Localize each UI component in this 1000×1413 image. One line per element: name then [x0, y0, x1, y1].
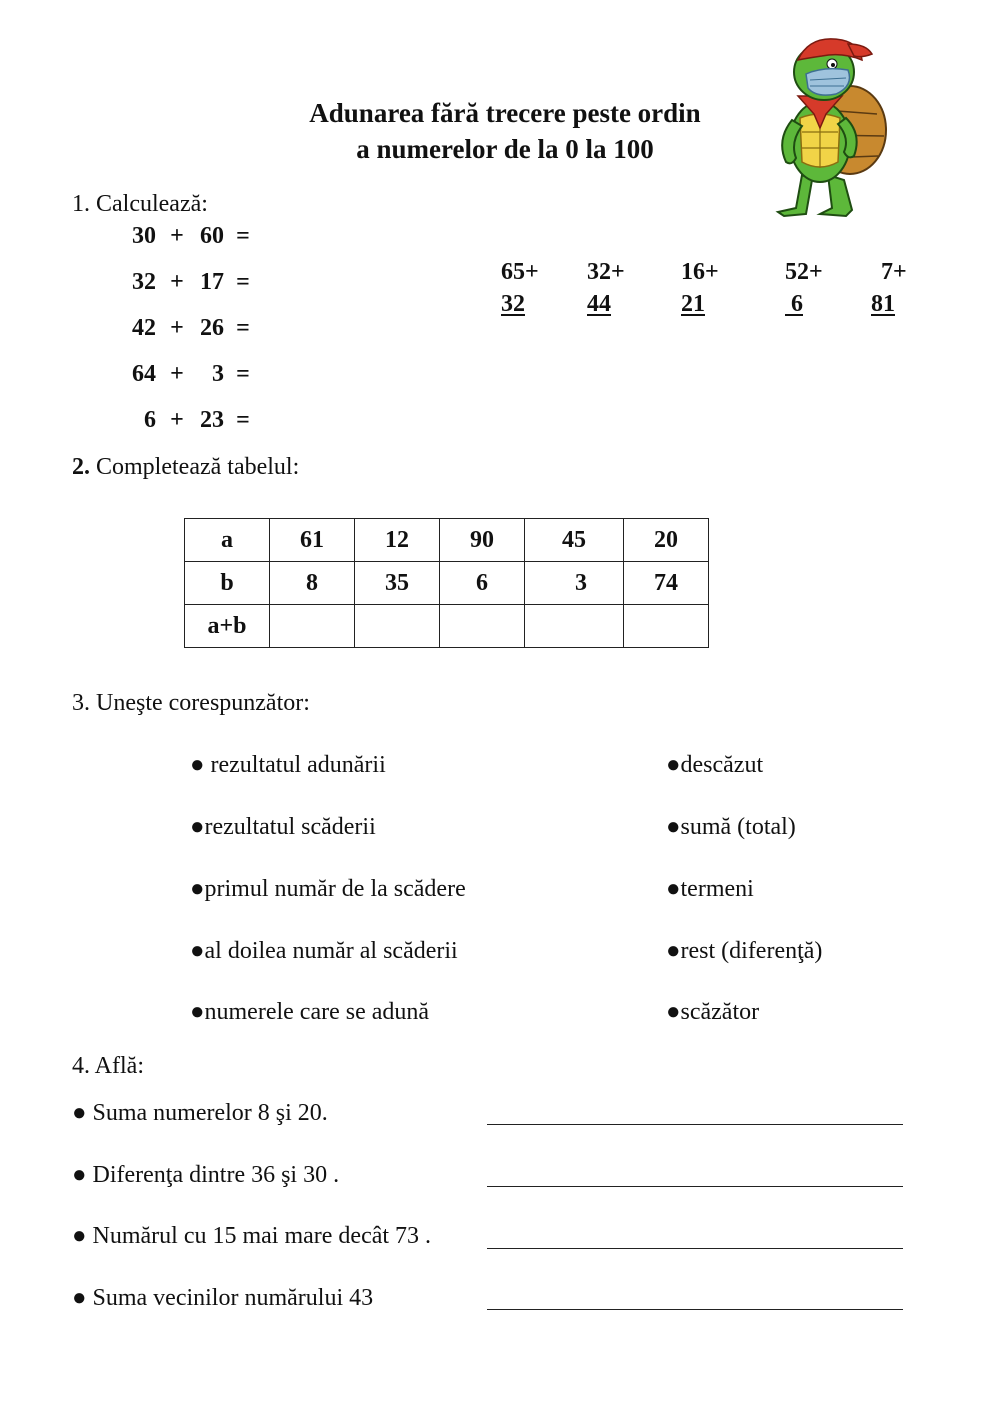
row-label: a+b — [185, 605, 270, 648]
ex4-heading: 4. Află: — [72, 1053, 144, 1079]
sum-row: 32 + 17 = — [132, 269, 250, 295]
match-left-item[interactable]: ● al doilea număr al scăderii — [190, 936, 458, 966]
column-addition — [587, 256, 625, 320]
answer-cell[interactable] — [624, 605, 709, 648]
match-left-item[interactable]: ● primul număr de la scădere — [190, 874, 466, 904]
turtle-illustration — [762, 30, 892, 220]
addend-bottom: 44 — [587, 291, 611, 317]
table-row — [185, 562, 709, 605]
sum-row: 30 + 60 = — [132, 223, 250, 249]
match-right-item[interactable]: ● descăzut — [666, 750, 763, 780]
title-line-1: Adunarea fără trecere peste ordin — [309, 98, 701, 128]
addend-bottom: 21 — [681, 291, 705, 317]
table-row — [185, 519, 709, 562]
table-cell: 20 — [624, 519, 709, 562]
addend-top: 65+ — [501, 259, 539, 285]
addend-bottom: 32 — [501, 291, 525, 317]
addend-bottom: 81 — [871, 291, 895, 317]
table-cell: 90 — [440, 519, 525, 562]
question-item: ● Diferenţa dintre 36 şi 30 . — [72, 1160, 339, 1190]
match-left-item[interactable]: ● numerele care se adună — [190, 997, 429, 1027]
column-addition — [871, 256, 907, 320]
answer-line[interactable] — [487, 1186, 903, 1187]
answer-line[interactable] — [487, 1309, 903, 1310]
title-line-2: a numerelor de la 0 la 100 — [356, 134, 654, 164]
question-item: ● Suma vecinilor numărului 43 — [72, 1283, 373, 1313]
answer-cell[interactable] — [355, 605, 440, 648]
table-cell: 74 — [624, 562, 709, 605]
match-right-item[interactable]: ● rest (diferenţă) — [666, 936, 822, 966]
ex3-heading: 3. Uneşte corespunzător: — [72, 690, 310, 716]
question-item: ● Numărul cu 15 mai mare decât 73 . — [72, 1221, 431, 1251]
addend-top: 7+ — [881, 259, 907, 285]
match-right-item[interactable]: ● scăzător — [666, 997, 759, 1027]
sum-row: 64 + 3 = — [132, 361, 250, 387]
row-label: a — [185, 519, 270, 562]
table-cell: 61 — [270, 519, 355, 562]
ex2-heading-text: Completează tabelul: — [96, 454, 300, 480]
column-addition — [501, 256, 539, 320]
ex2-number: 2. — [72, 454, 90, 480]
addend-bottom: 6 — [785, 291, 803, 317]
table-cell: 12 — [355, 519, 440, 562]
ex2-heading — [72, 452, 299, 482]
match-right-item[interactable]: ● sumă (total) — [666, 812, 796, 842]
table-cell: 45 — [525, 519, 624, 562]
addend-top: 52+ — [785, 259, 823, 285]
sum-row: 6 + 23 = — [144, 407, 250, 433]
addition-table — [184, 518, 709, 648]
answer-cell[interactable] — [440, 605, 525, 648]
table-cell: 8 — [270, 562, 355, 605]
answer-cell[interactable] — [525, 605, 624, 648]
answer-line[interactable] — [487, 1248, 903, 1249]
match-left-item[interactable]: ● rezultatul scăderii — [190, 812, 376, 842]
table-cell: 35 — [355, 562, 440, 605]
table-cell: 6 — [440, 562, 525, 605]
answer-line[interactable] — [487, 1124, 903, 1125]
answer-cell[interactable] — [270, 605, 355, 648]
sum-row: 42 + 26 = — [132, 315, 250, 341]
ex1-heading: 1. Calculează: — [72, 191, 208, 217]
match-right-item[interactable]: ● termeni — [666, 874, 754, 904]
table-cell: 3 — [525, 562, 624, 605]
table-row — [185, 605, 709, 648]
row-label: b — [185, 562, 270, 605]
question-item: ● Suma numerelor 8 şi 20. — [72, 1098, 328, 1128]
addend-top: 16+ — [681, 259, 719, 285]
addend-top: 32+ — [587, 259, 625, 285]
match-left-item[interactable]: ● rezultatul adunării — [190, 750, 386, 780]
column-addition — [785, 256, 823, 320]
column-addition — [681, 256, 719, 320]
